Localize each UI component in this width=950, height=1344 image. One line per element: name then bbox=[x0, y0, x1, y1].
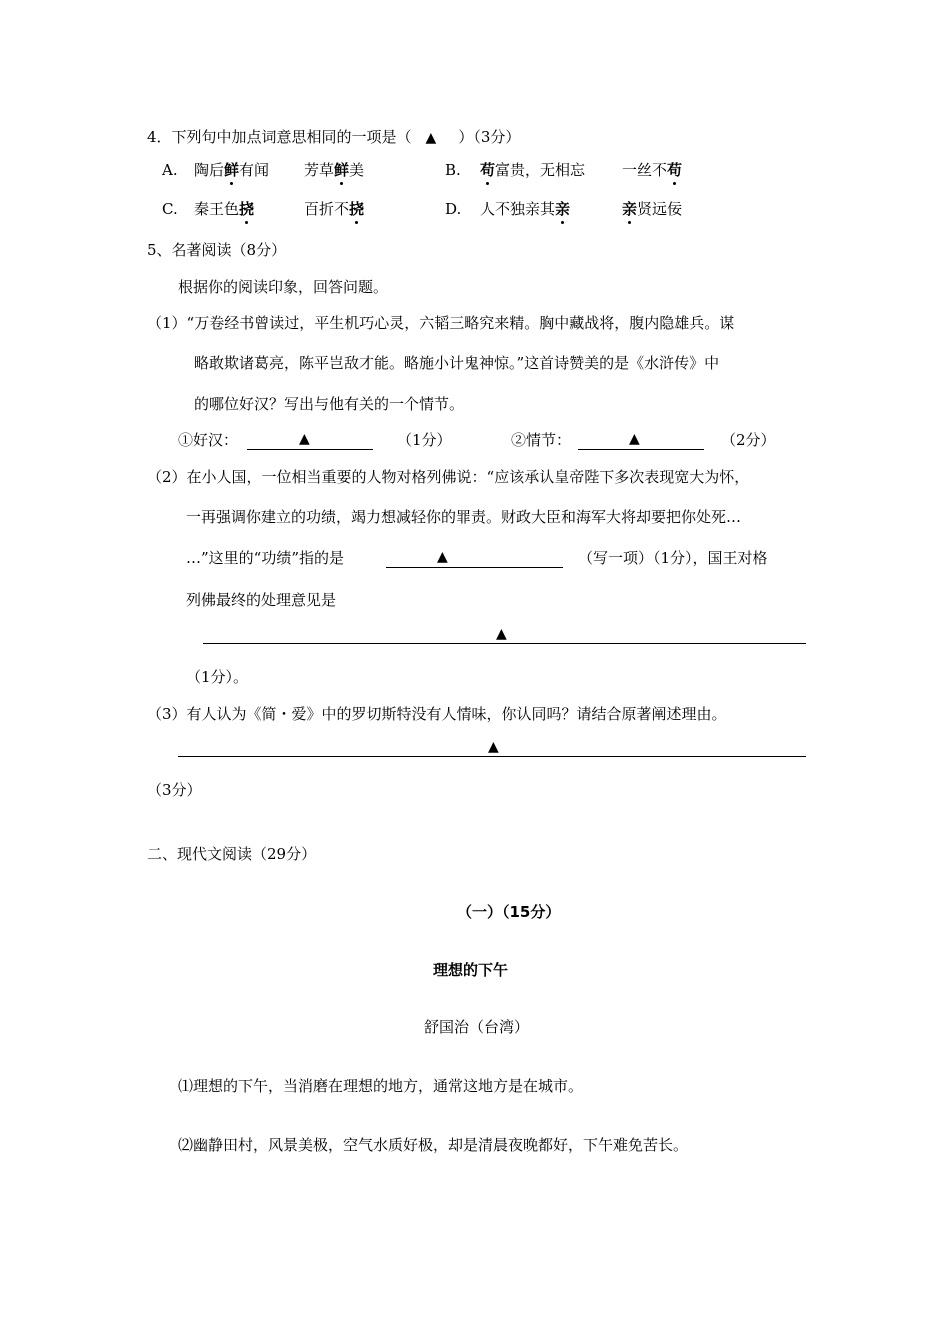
dotted-word: 挠 bbox=[239, 200, 255, 218]
q5-sub1-plot-score: （2分） bbox=[721, 431, 776, 449]
q5-sub2-score: （1分）。 bbox=[186, 668, 249, 686]
q4-stem-end: ）（3分） bbox=[458, 128, 521, 146]
option-letter: A. bbox=[162, 161, 178, 179]
section2-title: 二、现代文阅读（29分） bbox=[147, 845, 317, 863]
dotted-word: 亲 bbox=[622, 200, 638, 218]
verdict-answer-marker: ▲ bbox=[496, 626, 507, 642]
q5-sub1-line3: 的哪位好汉？写出与他有关的一个情节。 bbox=[194, 395, 465, 413]
option-phrase-2: 百折不挠 bbox=[304, 200, 365, 218]
dotted-word: 鲜 bbox=[334, 161, 350, 179]
article-paragraph-1: ⑴理想的下午，当消磨在理想的地方，通常这地方是在城市。 bbox=[178, 1077, 584, 1095]
part-title: （一）（15分） bbox=[457, 903, 561, 921]
reason-answer-blank bbox=[178, 756, 806, 757]
article-paragraph-2: ⑵幽静田村，风景美极，空气水质好极，却是清晨夜晚都好，下午难免苦长。 bbox=[178, 1136, 689, 1154]
q5-sub3-score: （3分） bbox=[147, 781, 202, 799]
q5-sub1-hero-label: ①好汉： bbox=[178, 431, 239, 449]
q4-stem bbox=[147, 130, 520, 145]
dotted-word: 苟 bbox=[480, 161, 496, 179]
q5-sub1-hero-score: （1分） bbox=[397, 431, 452, 449]
option-phrase-2: 一丝不苟 bbox=[622, 161, 683, 179]
q5-sub2-line3-post: （写一项）（1分），国王对格 bbox=[578, 549, 768, 567]
option-phrase-1: 苟富贵，无相忘 bbox=[480, 161, 586, 179]
plot-answer-marker: ▲ bbox=[629, 431, 640, 447]
option-phrase-2: 芳草鲜美 bbox=[304, 161, 365, 179]
option-letter: B. bbox=[445, 161, 461, 179]
option-phrase-1: 陶后鲜有闻 bbox=[194, 161, 270, 179]
q5-intro: 根据你的阅读印象，回答问题。 bbox=[178, 278, 389, 296]
q5-sub2-line2: 一再强调你建立的功绩，竭力想减轻你的罪责。财政大臣和海军大将却要把你处死… bbox=[186, 508, 742, 526]
q5-sub1-line1: （1）“万卷经书曾读过，平生机巧心灵，六韬三略究来精。胸中藏战将，腹内隐雄兵。谋 bbox=[147, 314, 735, 332]
dotted-word: 挠 bbox=[349, 200, 365, 218]
q5-sub1-line2: 略敢欺诸葛亮，陈平岂敌才能。略施小计鬼神惊。”这首诗赞美的是《水浒传》中 bbox=[194, 354, 720, 372]
dotted-word: 苟 bbox=[667, 161, 683, 179]
article-author: 舒国治（台湾） bbox=[424, 1018, 530, 1036]
q5-sub3-line1: （3）有人认为《简・爱》中的罗切斯特没有人情味，你认同吗？请结合原著阐述理由。 bbox=[147, 705, 727, 723]
option-phrase-2: 亲贤远佞 bbox=[622, 200, 683, 218]
q5-sub2-line3-pre: …”这里的“功绩”指的是 bbox=[186, 549, 345, 567]
article-title: 理想的下午 bbox=[433, 961, 509, 979]
option-letter: C. bbox=[162, 200, 178, 218]
option-letter: D. bbox=[445, 200, 462, 218]
merit-answer-blank bbox=[386, 567, 563, 568]
q5-sub2-line4: 列佛最终的处理意见是 bbox=[186, 591, 337, 609]
dotted-word: 鲜 bbox=[224, 161, 240, 179]
q4-stem-text: 4．下列句中加点词意思相同的一项是（ bbox=[147, 128, 412, 146]
q5-sub1-plot-label: ②情节： bbox=[511, 431, 572, 449]
option-phrase-1: 秦王色挠 bbox=[194, 200, 255, 218]
q5-title: 5、名著阅读（8分） bbox=[147, 241, 287, 259]
option-phrase-1: 人不独亲其亲 bbox=[480, 200, 571, 218]
q4-answer-marker: ▲ bbox=[425, 130, 437, 146]
q5-sub2-line1: （2）在小人国，一位相当重要的人物对格列佛说：“应该承认皇帝陛下多次表现宽大为怀， bbox=[147, 468, 750, 486]
merit-answer-marker: ▲ bbox=[437, 549, 448, 565]
hero-answer-blank bbox=[247, 449, 373, 450]
hero-answer-marker: ▲ bbox=[299, 431, 310, 447]
reason-answer-marker: ▲ bbox=[488, 739, 499, 755]
dotted-word: 亲 bbox=[555, 200, 571, 218]
verdict-answer-blank bbox=[203, 643, 806, 644]
plot-answer-blank bbox=[578, 449, 704, 450]
